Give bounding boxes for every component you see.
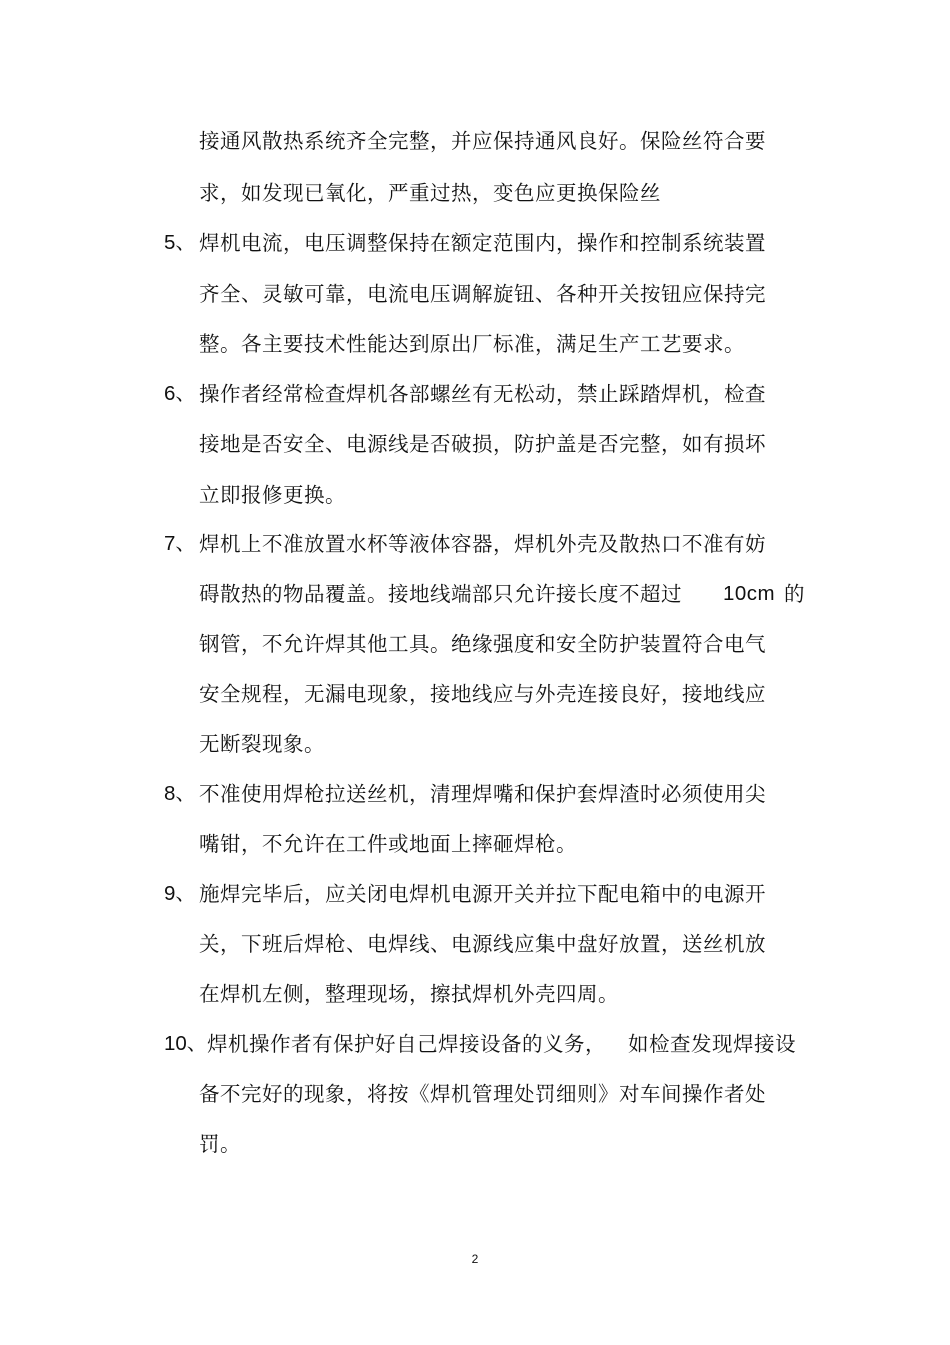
item-5-line-3: 整。各主要技术性能达到原出厂标准，满足生产工艺要求。 [199, 332, 745, 356]
item-7-line-2: 碍散热的物品覆盖。接地线端部只允许接长度不超过 [199, 582, 682, 606]
item-5-number: 5、 [164, 231, 196, 254]
item-8-line-2: 嘴钳，不允许在工件或地面上摔砸焊枪。 [199, 832, 577, 856]
item-9-number: 9、 [164, 882, 196, 905]
item-6-number: 6、 [164, 382, 196, 405]
item-9-line-3: 在焊机左侧，整理现场，擦拭焊机外壳四周。 [199, 982, 619, 1006]
item-6-line-3: 立即报修更换。 [199, 483, 346, 507]
item-9-line-1: 施焊完毕后，应关闭电焊机电源开关并拉下配电箱中的电源开 [199, 882, 766, 906]
item-5-line-1: 焊机电流，电压调整保持在额定范围内，操作和控制系统装置 [199, 231, 766, 255]
item-10-line-2: 备不完好的现象，将按《焊机管理处罚细则》对车间操作者处 [199, 1082, 766, 1106]
item-6-line-2: 接地是否安全、电源线是否破损，防护盖是否完整，如有损坏 [199, 432, 766, 456]
item-7-line-2-suffix: 的 [784, 582, 805, 606]
item-7-line-3: 钢管，不允许焊其他工具。绝缘强度和安全防护装置符合电气 [199, 632, 766, 656]
item-10-line-3: 罚。 [199, 1132, 241, 1156]
item-9-line-2: 关，下班后焊枪、电焊线、电源线应集中盘好放置，送丝机放 [199, 932, 766, 956]
item-5-line-2: 齐全、灵敏可靠，电流电压调解旋钮、各种开关按钮应保持完 [199, 282, 766, 306]
item-7-line-5: 无断裂现象。 [199, 732, 325, 756]
item-10-line-1-second: 如检查发现焊接设 [628, 1032, 796, 1056]
item-7-line-1: 焊机上不准放置水杯等液体容器，焊机外壳及散热口不准有妨 [199, 532, 766, 556]
intro-line-1: 接通风散热系统齐全完整，并应保持通风良好。保险丝符合要 [199, 129, 766, 153]
item-7-length-value: 10cm [723, 582, 776, 605]
intro-line-2: 求，如发现已氧化，严重过热，变色应更换保险丝 [199, 181, 661, 205]
page-number: 2 [471, 1252, 479, 1266]
item-10-number: 10、 [164, 1032, 208, 1055]
item-6-line-1: 操作者经常检查焊机各部螺丝有无松动，禁止踩踏焊机，检查 [199, 382, 766, 406]
item-8-line-1: 不准使用焊枪拉送丝机，清理焊嘴和保护套焊渣时必须使用尖 [199, 782, 766, 806]
item-7-line-4: 安全规程，无漏电现象，接地线应与外壳连接良好，接地线应 [199, 682, 766, 706]
item-10-line-1: 焊机操作者有保护好自己焊接设备的义务， [207, 1032, 606, 1056]
item-8-number: 8、 [164, 782, 196, 805]
item-7-number: 7、 [164, 532, 196, 555]
